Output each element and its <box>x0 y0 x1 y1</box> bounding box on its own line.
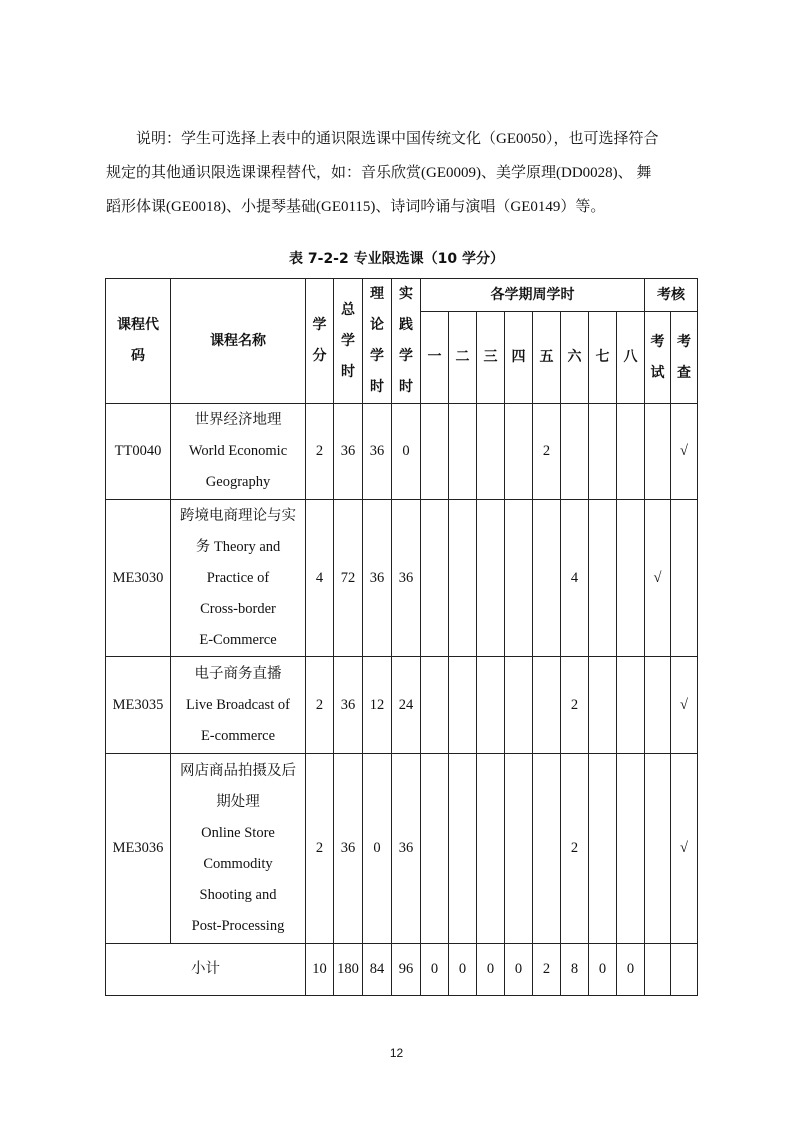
course-name: 跨境电商理论与实 务 Theory and Practice of Cross-border E-Commerce <box>171 500 306 657</box>
credit-cell: 2 <box>306 657 334 754</box>
credit-cell: 4 <box>306 500 334 657</box>
practice-hours-cell: 0 <box>392 404 421 500</box>
semester-cell <box>533 754 561 944</box>
exam-cell <box>645 944 671 996</box>
course-code: TT0040 <box>106 404 171 500</box>
course-code: ME3035 <box>106 657 171 754</box>
semester-cell <box>421 657 449 754</box>
total-hours-cell: 72 <box>334 500 363 657</box>
header-course-code: 课程代 码 <box>106 279 171 404</box>
check-cell <box>671 500 698 657</box>
semester-cell <box>477 754 505 944</box>
header-semester-8: 八 <box>617 312 645 404</box>
header-credit: 学 分 <box>306 279 334 404</box>
semester-cell <box>589 754 617 944</box>
course-code: ME3036 <box>106 754 171 944</box>
semester-cell: 4 <box>561 500 589 657</box>
header-semester-7: 七 <box>589 312 617 404</box>
semester-cell <box>505 500 533 657</box>
header-course-name: 课程名称 <box>171 279 306 404</box>
table-row <box>106 754 698 944</box>
theory-hours-cell: 12 <box>363 657 392 754</box>
semester-cell <box>505 657 533 754</box>
table-row <box>106 404 698 500</box>
subtotal-label: 小计 <box>106 944 306 996</box>
semester-cell <box>477 657 505 754</box>
header-weekly-hours: 各学期周学时 <box>421 279 645 312</box>
course-name: 世界经济地理 World Economic Geography <box>171 404 306 500</box>
semester-cell <box>477 500 505 657</box>
theory-hours-cell: 0 <box>363 754 392 944</box>
practice-hours-cell: 36 <box>392 500 421 657</box>
credit-cell: 2 <box>306 404 334 500</box>
table-row <box>106 500 698 657</box>
semester-cell <box>421 404 449 500</box>
header-check: 考 查 <box>671 312 698 404</box>
semester-cell <box>421 500 449 657</box>
semester-cell <box>561 404 589 500</box>
credit-cell: 10 <box>306 944 334 996</box>
exam-cell <box>645 657 671 754</box>
semester-cell <box>449 404 477 500</box>
credit-cell: 2 <box>306 754 334 944</box>
semester-cell <box>477 404 505 500</box>
check-cell: √ <box>671 404 698 500</box>
header-total-hours: 总 学 时 <box>334 279 363 404</box>
total-hours-cell: 36 <box>334 404 363 500</box>
semester-cell <box>533 500 561 657</box>
intro-line-3: 蹈形体课(GE0018)、小提琴基础(GE0115)、诗词吟诵与演唱（GE0149）等。 <box>106 199 606 215</box>
intro-paragraph <box>106 122 696 224</box>
exam-cell <box>645 404 671 500</box>
exam-cell <box>645 754 671 944</box>
theory-hours-cell: 36 <box>363 404 392 500</box>
course-name: 电子商务直播 Live Broadcast of E-commerce <box>171 657 306 754</box>
semester-cell: 2 <box>533 404 561 500</box>
subtotal-row <box>106 944 698 996</box>
total-hours-cell: 36 <box>334 754 363 944</box>
semester-cell: 2 <box>561 657 589 754</box>
page-number: 12 <box>389 1046 404 1060</box>
practice-hours-cell: 36 <box>392 754 421 944</box>
semester-cell <box>421 754 449 944</box>
semester-cell <box>449 500 477 657</box>
intro-line-1: 说明：学生可选择上表中的通识限选课中国传统文化（GE0050），也可选择符合 <box>136 131 659 147</box>
practice-hours-cell: 24 <box>392 657 421 754</box>
header-semester-5: 五 <box>533 312 561 404</box>
practice-hours-cell: 96 <box>392 944 421 996</box>
total-hours-cell: 180 <box>334 944 363 996</box>
check-cell <box>671 944 698 996</box>
semester-cell <box>449 754 477 944</box>
semester-cell: 0 <box>505 944 533 996</box>
semester-cell <box>617 754 645 944</box>
semester-cell <box>505 754 533 944</box>
semester-cell <box>617 500 645 657</box>
semester-cell <box>617 657 645 754</box>
semester-cell: 0 <box>477 944 505 996</box>
header-theory-hours: 理 论 学 时 <box>363 279 392 404</box>
semester-cell <box>505 404 533 500</box>
semester-cell: 0 <box>421 944 449 996</box>
semester-cell <box>589 404 617 500</box>
theory-hours-cell: 36 <box>363 500 392 657</box>
course-code: ME3030 <box>106 500 171 657</box>
semester-cell: 0 <box>589 944 617 996</box>
semester-cell: 0 <box>449 944 477 996</box>
header-semester-6: 六 <box>561 312 589 404</box>
check-cell: √ <box>671 657 698 754</box>
table-caption: 表 7-2-2 专业限选课（10 学分） <box>289 251 504 267</box>
course-name: 网店商品拍摄及后 期处理 Online Store Commodity Shooting and Post-Processing <box>171 754 306 944</box>
header-semester-4: 四 <box>505 312 533 404</box>
exam-cell: √ <box>645 500 671 657</box>
header-semester-1: 一 <box>421 312 449 404</box>
total-hours-cell: 36 <box>334 657 363 754</box>
semester-cell <box>589 657 617 754</box>
semester-cell: 0 <box>617 944 645 996</box>
semester-cell <box>533 657 561 754</box>
semester-cell: 8 <box>561 944 589 996</box>
course-table <box>105 278 698 996</box>
header-practice-hours: 实 践 学 时 <box>392 279 421 404</box>
header-assessment: 考核 <box>645 279 698 312</box>
header-exam: 考 试 <box>645 312 671 404</box>
header-semester-2: 二 <box>449 312 477 404</box>
semester-cell <box>449 657 477 754</box>
semester-cell: 2 <box>561 754 589 944</box>
intro-line-2: 规定的其他通识限选课课程替代，如：音乐欣赏(GE0009)、美学原理(DD0028)、 舞 <box>106 165 652 181</box>
semester-cell <box>589 500 617 657</box>
table-row <box>106 657 698 754</box>
semester-cell: 2 <box>533 944 561 996</box>
semester-cell <box>617 404 645 500</box>
theory-hours-cell: 84 <box>363 944 392 996</box>
header-semester-3: 三 <box>477 312 505 404</box>
check-cell: √ <box>671 754 698 944</box>
